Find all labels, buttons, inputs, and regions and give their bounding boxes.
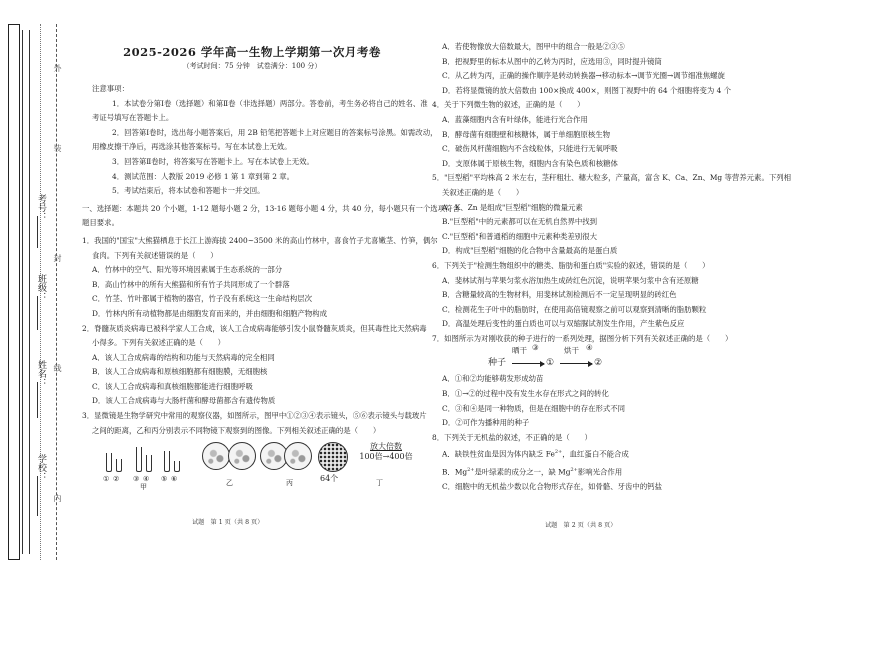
note-line: 2．回答第Ⅰ卷时，选出每小题答案后，用 2B 铅笔把答题卡上对应题目的答案标号涂黑。如需改动， bbox=[112, 127, 438, 137]
q6-option-c: C．检测花生子叶中的脂肪时，在使用高倍镜观察之前可以观察到清晰的脂肪颗粒 bbox=[442, 304, 707, 314]
q8-option-b-tail: 影响光合作用 bbox=[577, 466, 623, 476]
q1-stem: 1．我国的"国宝"大熊猫栖息于长江上游海拔 2400~3500 米的高山竹林中，喜食竹子尤喜嫩茎、竹笋，偶尔 bbox=[82, 235, 438, 245]
dry-step-2-label: 烘干 bbox=[564, 346, 579, 356]
q7-option-d: D．②可作为播种用的种子 bbox=[442, 418, 530, 428]
binding-strip bbox=[4, 24, 66, 560]
binding-stripe bbox=[22, 30, 30, 554]
q8-option-b-sup: 2+ bbox=[467, 466, 475, 473]
seed-process-diagram bbox=[488, 343, 772, 372]
q4-option-b: B．酵母菌有细胞壁和核糖体，属于单细胞原核生物 bbox=[442, 129, 611, 139]
arrow-1-icon bbox=[512, 363, 544, 364]
lens-5-shape bbox=[164, 451, 170, 472]
q8-option-b-sup2: 2+ bbox=[570, 466, 578, 473]
class-label: 班级： bbox=[36, 274, 46, 301]
figure-jia-label: 甲 bbox=[140, 483, 147, 492]
arrow-2-icon bbox=[560, 363, 592, 364]
note-line: 考证号填写在答题卡上。 bbox=[92, 113, 174, 123]
q8-option-a-tail: ，血红蛋白不能合成 bbox=[562, 449, 629, 459]
q5-stem: 5．"巨型稻"平均株高 2 米左右，茎秆粗壮、穗大粒多，产量高，富含 K、Ca、Zn、Mg 等营养元素。下列相 bbox=[432, 173, 792, 183]
q4-option-d: D．支原体属于原核生物，细胞内含有染色质和核糖体 bbox=[442, 158, 618, 168]
page-2-footer: 试题 第 2 页（共 8 页） bbox=[545, 522, 617, 529]
figure-ding-label: 丁 bbox=[376, 479, 383, 488]
lens-6-shape bbox=[174, 461, 180, 472]
bind-mark-outer: 外 bbox=[53, 64, 62, 72]
bind-mark-seal: 封 bbox=[53, 254, 62, 262]
note-line: 1．本试卷分第Ⅰ卷（选择题）和第Ⅱ卷（非选择题）两部分。答卷前，考生务必将自己的姓名、准 bbox=[112, 98, 428, 108]
q7-option-b: B．①→②的过程中没有发生水存在形式之间的转化 bbox=[442, 389, 609, 399]
q8-option-b-mid: 是叶绿素的成分之一，缺 Mg bbox=[474, 466, 571, 476]
note-line: 3．回答第Ⅱ卷时，将答案写在答题卡上。写在本试卷上无效。 bbox=[112, 156, 314, 166]
bind-mark-bind: 装 bbox=[53, 144, 62, 152]
q5-option-c: C."巨型稻"和普通稻的细胞中元素种类差别很大 bbox=[442, 231, 597, 241]
q2-stem-cont: 小得多。下列有关叙述正确的是（ ） bbox=[92, 338, 226, 348]
q4-stem: 4．关于下列微生物的叙述，正确的是（ ） bbox=[432, 100, 585, 110]
cell-view-bing-2 bbox=[284, 442, 312, 470]
q2-option-d: D．该人工合成病毒与大肠杆菌和酵母菌都含有遗传物质 bbox=[92, 396, 276, 406]
school-line bbox=[37, 476, 38, 516]
magnification-box bbox=[354, 442, 418, 462]
note-line: 5．考试结束后，将本试卷和答题卡一并交回。 bbox=[112, 186, 265, 196]
school-label: 学校： bbox=[36, 454, 46, 481]
dry-step-1-label: 晒干 bbox=[512, 346, 527, 356]
q5-option-b: B."巨型稻"中的元素都可以在无机自然界中找到 bbox=[442, 217, 598, 227]
exam-title: 2025-2026 学年高一生物上学期第一次月考卷 bbox=[123, 45, 381, 59]
q3-stem-cont: 之间的距离，乙和丙分别表示不同物镜下观察到的图像。下列相关叙述正确的是（ ） bbox=[92, 425, 381, 435]
figure-bing-label: 丙 bbox=[286, 479, 293, 488]
q2-stem: 2．脊髓灰质炎病毒已被科学家人工合成，该人工合成病毒能够引发小鼠脊髓灰质炎，但其毒性比天然病毒 bbox=[82, 323, 427, 333]
q5-option-d: D．构成"巨型稻"细胞的化合物中含量最高的是蛋白质 bbox=[442, 246, 618, 256]
q1-option-b: B．高山竹林中的所有大熊猫和所有竹子共同形成了一个群落 bbox=[92, 279, 290, 289]
q3-option-a: A．若使物像放大倍数最大，图甲中的组合一般是②③⑤ bbox=[442, 42, 625, 51]
name-line bbox=[37, 382, 38, 418]
page-1-footer: 试题 第 1 页（共 8 页） bbox=[192, 519, 264, 526]
lens-label-1: ① bbox=[103, 475, 110, 484]
magnification-b: 400倍 bbox=[389, 452, 413, 462]
step-num-2: ② bbox=[594, 358, 603, 369]
q8-option-b bbox=[432, 463, 772, 480]
q7-option-c: C．③和④是同一种物质，但是在细胞中的存在形式不同 bbox=[442, 403, 626, 413]
q2-option-c: C．该人工合成病毒和真核细胞都能进行细胞呼吸 bbox=[92, 381, 253, 391]
q3-option-d: D．若将显微镜的放大倍数由 100×换成 400×，则图丁视野中的 64 个细胞将变为 4 个 bbox=[442, 85, 732, 95]
q8-option-b-text: B．Mg bbox=[442, 466, 468, 476]
lens-2-shape bbox=[116, 459, 122, 472]
magnification-values: 100倍→400倍 bbox=[359, 452, 413, 462]
q2-option-b: B．该人工合成病毒和原核细胞都有细胞膜，无细胞核 bbox=[92, 367, 268, 377]
magnification-title: 放大倍数 bbox=[370, 442, 402, 452]
q1-option-c: C．竹茎、竹叶都属于植物的器官，竹子没有系统这一生命结构层次 bbox=[92, 294, 312, 304]
cell-view-yi-2 bbox=[228, 442, 256, 470]
q2-option-a: A．该人工合成病毒的结构和功能与天然病毒的完全相同 bbox=[92, 352, 275, 362]
section-1-heading: 一、选择题：本题共 20 个小题，1-12 题每小题 2 分，13-16 题每小题 4 分，共 40 分，每小题只有一个选项符合 bbox=[82, 203, 460, 213]
cell-count-label: 64个 bbox=[320, 474, 339, 484]
q5-option-a: A．K、Zn 是组成"巨型稻"细胞的微量元素 bbox=[442, 202, 583, 212]
section-1-heading-cont: 题目要求。 bbox=[82, 218, 119, 228]
lens-label-4: ④ bbox=[143, 475, 150, 484]
lens-3-shape bbox=[136, 447, 142, 472]
lens-1-shape bbox=[106, 453, 112, 472]
lens-4-shape bbox=[146, 455, 152, 472]
q5-stem-cont: 关叙述正确的是（ ） bbox=[442, 187, 524, 197]
q1-option-a: A．竹林中的空气、阳光等环境因素属于生态系统的一部分 bbox=[92, 265, 283, 275]
step-num-4: ④ bbox=[586, 343, 593, 353]
exam-no-label: 考号： bbox=[36, 194, 46, 221]
microscope-figure bbox=[102, 440, 422, 492]
exam-subtitle: （考试时间：75 分钟 试卷满分：100 分） bbox=[182, 62, 322, 70]
cell-view-yi-1 bbox=[202, 442, 230, 470]
q6-option-d: D．高温处理后变性的蛋白质也可以与双缩脲试剂发生作用，产生紫色反应 bbox=[442, 319, 685, 329]
q8-option-c: C．细胞中的无机盐少数以化合物形式存在，如骨骼、牙齿中的钙盐 bbox=[442, 481, 662, 491]
q8-option-a bbox=[432, 445, 772, 462]
q8-stem: 8．下列关于无机盐的叙述，不正确的是（ ） bbox=[432, 432, 592, 442]
cell-view-ding bbox=[318, 442, 348, 472]
step-num-3: ③ bbox=[532, 343, 539, 353]
q8-option-a-text: A．缺铁性贫血是因为体内缺乏 Fe bbox=[442, 449, 555, 459]
page-2-column bbox=[432, 40, 792, 494]
q4-option-a: A．蓝藻细胞内含有叶绿体，能进行光合作用 bbox=[442, 114, 588, 124]
lens-label-6: ⑥ bbox=[171, 475, 178, 484]
q3-option-c: C．从乙转为丙，正确的操作顺序是转动转换器→移动标本→调节光圈→调节细准焦螺旋 bbox=[442, 71, 725, 81]
step-num-1: ① bbox=[546, 358, 555, 369]
q7-stem: 7．如图所示为对刚收获的种子进行的一系列处理，据图分析下列有关叙述正确的是（ ） bbox=[432, 333, 733, 343]
note-line: 用橡皮擦干净后，再选涂其他答案标号。写在本试卷上无效。 bbox=[92, 142, 292, 152]
notes-heading: 注意事项： bbox=[92, 84, 129, 93]
q6-option-b: B．含糖量较高的生物材料，用斐林试剂检测后不一定呈现明显的砖红色 bbox=[442, 290, 677, 300]
q1-stem-cont: 食肉。下列有关叙述错误的是（ ） bbox=[92, 250, 218, 260]
bind-mark-inner: 内 bbox=[53, 494, 62, 502]
lens-label-3: ③ bbox=[133, 475, 140, 484]
q3-option-b: B．把视野里的标本从图中的乙转为丙时，应选用③，同时提升镜筒 bbox=[442, 56, 662, 66]
seed-label: 种子 bbox=[488, 358, 507, 369]
q6-option-a: A．斐林试剂与苹果匀浆水浴加热生成砖红色沉淀，说明苹果匀浆中含有还原糖 bbox=[442, 275, 699, 285]
q4-option-c: C．破伤风杆菌细胞内不含线粒体，只能进行无氧呼吸 bbox=[442, 144, 618, 154]
class-line bbox=[37, 296, 38, 330]
q6-stem: 6．下列关于"检测生物组织中的糖类、脂肪和蛋白质"实验的叙述，错误的是（ ） bbox=[432, 260, 710, 270]
q3-stem: 3．显微镜是生物学研究中常用的观察仪器，如图所示，图甲中①②③④表示镜头，⑤⑥表示镜头与载玻片 bbox=[82, 411, 427, 421]
figure-yi-label: 乙 bbox=[226, 479, 233, 488]
note-line: 4．测试范围：人教版 2019 必修 1 第 1 章到第 2 章。 bbox=[112, 171, 295, 181]
bind-mark-line: 线 bbox=[53, 364, 62, 372]
binding-dashed-line bbox=[56, 24, 57, 560]
q7-option-a: A．①和②均能够萌发形成幼苗 bbox=[442, 374, 544, 384]
name-label: 姓名： bbox=[36, 360, 46, 387]
q1-option-d: D．竹林内所有动植物都是由细胞发育而来的，并由细胞和细胞产物构成 bbox=[92, 308, 328, 318]
magnification-a: 100倍 bbox=[359, 452, 383, 462]
exam-no-line bbox=[37, 216, 38, 248]
q8-option-a-sup: 2+ bbox=[554, 449, 563, 456]
binding-border bbox=[8, 24, 20, 560]
lens-label-2: ② bbox=[113, 475, 120, 484]
lens-label-5: ⑤ bbox=[161, 475, 168, 484]
